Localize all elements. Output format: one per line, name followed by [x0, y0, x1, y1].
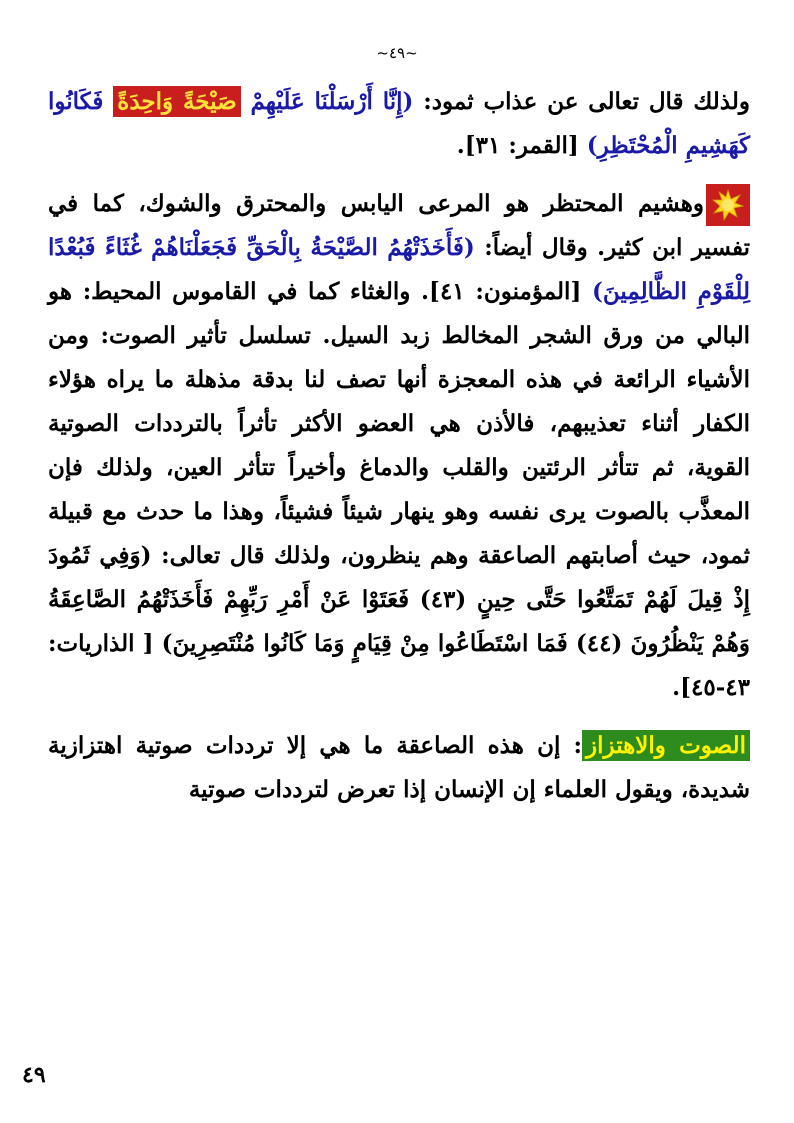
- verse-reference-dhariyat: [ الذاريات: ٤٣-٤٥].: [48, 630, 750, 701]
- explanation-text-2: [المؤمنون: ٤١]. والغثاء كما في القاموس المحيط: هو البالي من ورق الشجر المخالط زبد السيل. تسلسل تأثير الصوت: ومن الأشياء الرائعة في هذه المعجزة أنها تصف لنا بدقة مذهلة ما يراه هؤلاء الكفار أثناء تعذيبهم، فالأذن هي العضو الأكثر تأثراً بالترددات الصوتية القوية، ثم تتأثر الرئتين والقلب والدماغ وأخيراً تتأثر العين، ولذلك فإن المعذَّب بالصوت يرى نفسه وهو ينهار شيئاً فشيئاً، وهذا ما حدث مع قبيلة ثمود، حيث أصابتهم الصاعقة وهم ينظرون، ولذلك قال تعالى:: [48, 278, 750, 569]
- paragraph-sound-vibration: [48, 724, 750, 812]
- sun-icon: [706, 184, 750, 226]
- paragraph-thamud-punishment: [48, 80, 750, 168]
- paragraph-intro: ولذلك قال تعالى عن عذاب ثمود:: [413, 88, 750, 115]
- quran-verse-muminun: (فَأَخَذَتْهُمُ الصَّيْحَةُ بِالْحَقِّ فَجَعَلْنَاهُمْ غُثَاءً فَبُعْدًا لِلْقَوْمِ الظَّالِمِينَ): [48, 234, 750, 305]
- page-header-marker: ~٤٩~: [376, 44, 418, 62]
- sound-vibration-text: إن هذه الصاعقة ما هي إلا ترددات صوتية اهتزازية شديدة، ويقول العلماء إن الإنسان إذا تعرض لترددات صوتية: [48, 732, 750, 803]
- page-number: ٤٩: [22, 1062, 46, 1088]
- section-heading: الصوت والاهتزاز: [582, 730, 750, 761]
- explanation-text-1: وهشيم المحتظر هو المرعى اليابس والمحترق والشوك، كما في تفسير ابن كثير. وقال أيضاً:: [48, 190, 751, 261]
- highlighted-phrase: صَيْحَةً وَاحِدَةً: [113, 86, 240, 117]
- quran-verse-part-a: (إِنَّا أَرْسَلْنَا عَلَيْهِمْ: [240, 88, 414, 115]
- quran-verse-dhariyat: (وَفِي ثَمُودَ إِذْ قِيلَ لَهُمْ تَمَتَّعُوا حَتَّى حِينٍ (٤٣) فَعَتَوْا عَنْ أَمْرِ رَبِّهِمْ فَأَخَذَتْهُمُ الصَّاعِقَةُ وَهُمْ يَنْظُرُونَ (٤٤) فَمَا اسْتَطَاعُوا مِنْ قِيَامٍ وَمَا كَانُوا مُنْتَصِرِينَ): [48, 542, 750, 657]
- verse-reference: [القمر: ٣١].: [456, 132, 579, 159]
- heading-colon: :: [560, 732, 583, 759]
- page-body: [48, 80, 750, 826]
- paragraph-explanation: [48, 182, 750, 710]
- quran-verse-part-b: فَكَانُوا كَهَشِيمِ الْمُحْتَظِرِ): [48, 88, 750, 159]
